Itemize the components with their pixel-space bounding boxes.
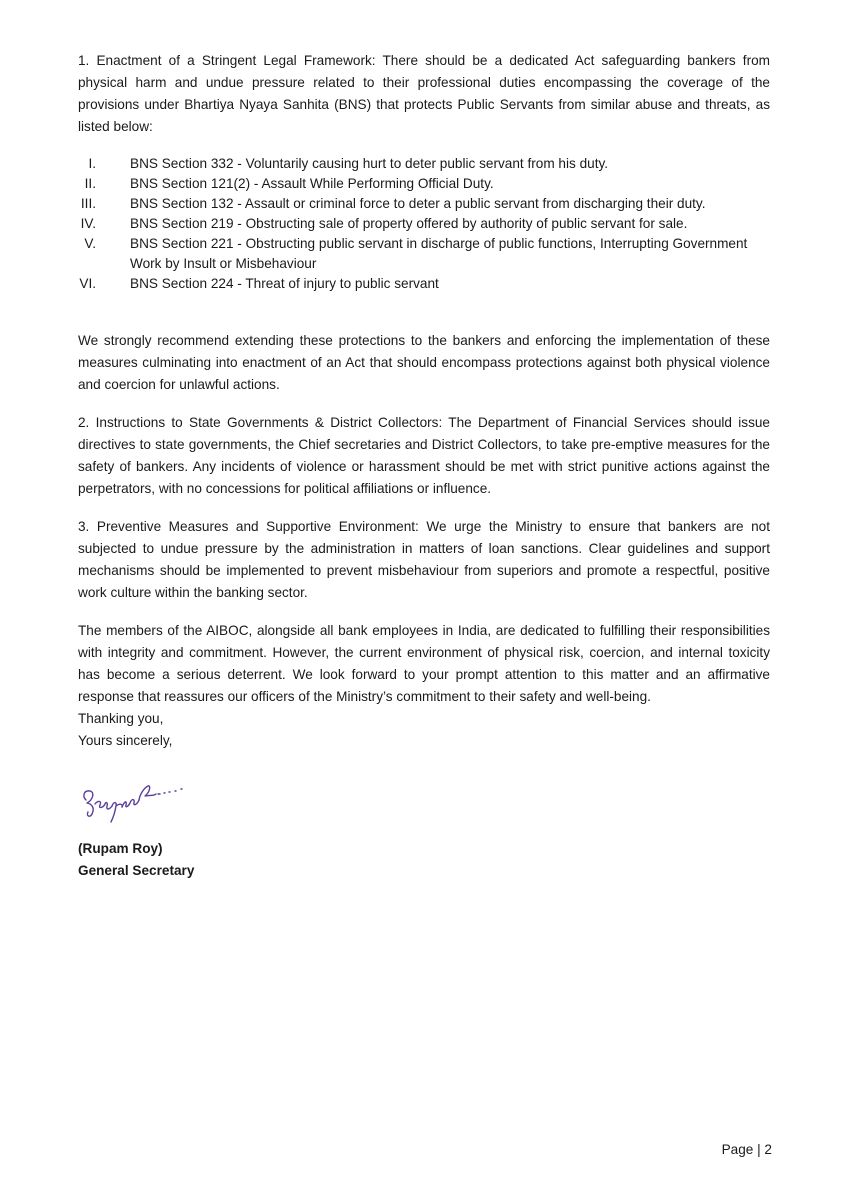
page-number: Page | 2 [721,1142,772,1157]
list-item-text: BNS Section 224 - Threat of injury to public servant [130,276,439,291]
list-item-number: IV. [80,216,96,231]
paragraph-state-instructions: 2. Instructions to State Governments & District Collectors: The Department of Financial Services should issue directives to state governments, the Chief secretaries and District Collectors, to take pre-emptive measures for the safety of bankers. Any incidents of violence or harassment should be met with strict punitive actions against the perpetrators, with no concessions for political affiliations or influence. [78,415,770,496]
list-item-text: BNS Section 221 - Obstructing public servant in discharge of public functions, Interrupting Government Work by Insult or Misbehaviour [130,236,748,271]
list-item-text: BNS Section 219 - Obstructing sale of property offered by authority of public servant for sale. [130,216,688,231]
signature-image [78,770,198,830]
list-item [78,194,770,214]
list-item [78,234,770,274]
list-item-text: BNS Section 332 - Voluntarily causing hurt to deter public servant from his duty. [130,156,609,171]
list-item-number: III. [80,196,96,211]
signature-icon [78,770,198,830]
list-item-text: BNS Section 121(2) - Assault While Performing Official Duty. [130,176,494,191]
signatory-name: (Rupam Roy) [78,841,163,856]
list-item [78,154,770,174]
list-item [78,214,770,234]
list-item [78,174,770,194]
paragraph-preventive-measures: 3. Preventive Measures and Supportive Environment: We urge the Ministry to ensure that bankers are not subjected to undue pressure by the administration in matters of loan sanctions. Clear guidelines and support mechanisms should be implemented to prevent misbehaviour from superiors and promote a respectful, positive work culture within the banking sector. [78,519,770,600]
list-item [78,274,770,294]
paragraph-recommendation: We strongly recommend extending these protections to the bankers and enforcing the implementation of these measures culminating into enactment of an Act that should encompass protections against both physical violence and coercion for unlawful actions. [78,333,770,392]
signatory-title: General Secretary [78,863,195,878]
closing-thanks: Thanking you, [78,711,164,726]
paragraph-legal-framework: 1. Enactment of a Stringent Legal Framework: There should be a dedicated Act safeguarding bankers from physical harm and undue pressure related to their professional duties encompassing the coverage of the provisions under Bhartiya Nyaya Sanhita (BNS) that protects Public Servants from similar abuse and threats, as listed below: [78,53,770,134]
paragraph-aiboc-members: The members of the AIBOC, alongside all bank employees in India, are dedicated to fulfilling their responsibilities with integrity and commitment. However, the current environment of physical risk, coercion, and internal toxicity has become a serious deterrent. We look forward to your prompt attention to this matter and an affirmative response that reassures our officers of the Ministry’s commitment to their safety and well-being. [78,623,770,704]
list-item-number: VI. [79,276,96,291]
list-item-text: BNS Section 132 - Assault or criminal force to deter a public servant from discharging their duty. [130,196,706,211]
bns-sections-list [78,154,770,294]
list-item-number: I. [88,156,96,171]
letter-page [78,50,770,882]
list-item-number: V. [84,236,96,251]
list-item-number: II. [84,176,96,191]
closing-sincerely: Yours sincerely, [78,733,173,748]
